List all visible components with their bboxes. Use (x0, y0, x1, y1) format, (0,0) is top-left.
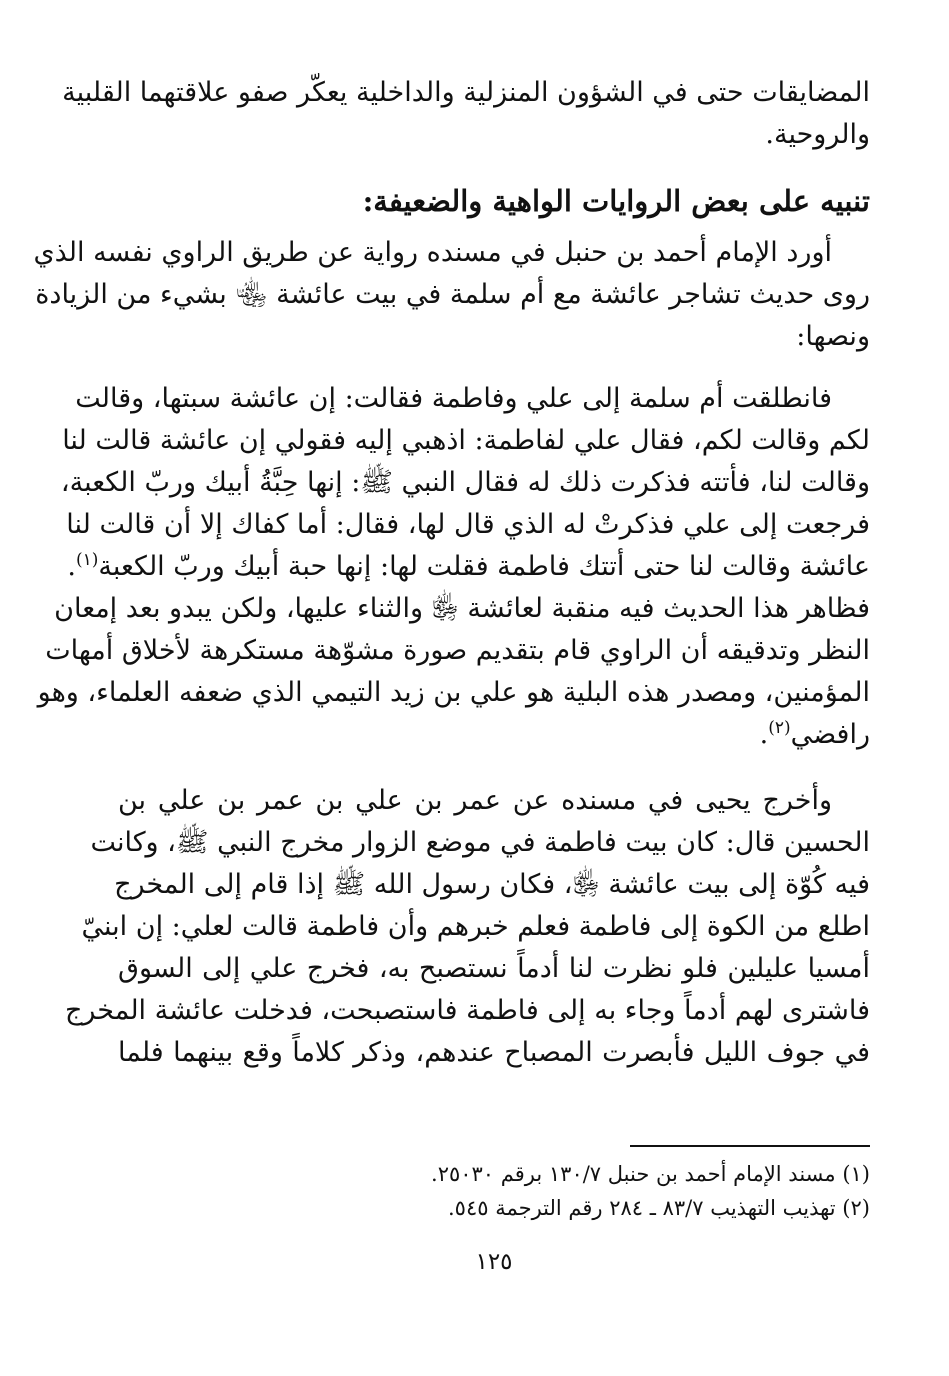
footnotes (118, 1157, 870, 1225)
text-fragment: عائشة وقالت لنا حتى أتتك فاطمة فقلت لها: إنها حبة أبيك وربّ الكعبة (98, 551, 870, 582)
text-line: أورد الإمام أحمد بن حنبل في مسنده رواية عن طريق الراوي نفسه الذي (33, 237, 832, 268)
footnote-1: (١) مسند الإمام أحمد بن حنبل ١٣٠/٧ برقم ٢٥٠٣٠. (431, 1162, 870, 1186)
book-page (33, 72, 870, 1362)
text-line: النظر وتدقيقه أن الراوي قام بتقديم صورة مشوّهة مستكرهة لأخلاق أمهات (45, 635, 870, 666)
paragraph-analysis (37, 588, 870, 756)
text-fragment: رافضي (790, 719, 870, 750)
text-line: اطلع من الكوة إلى فاطمة فعلم خبرهم وأن فاطمة قالت لعلي: إن ابنيّ (81, 911, 870, 942)
text-line: فظاهر هذا الحديث فيه منقبة لعائشة ﵂ والثناء عليها، ولكن يبدو بعد إمعان (54, 593, 870, 624)
text-line: فانطلقت أم سلمة إلى علي وفاطمة فقالت: إن عائشة سبتها، وقالت (75, 383, 832, 414)
footnote-marker-2: (٢) (768, 718, 791, 738)
text-line: وقالت لنا، فأتته فذكرت ذلك له فقال النبي ﷺ: إنها حِبَّةُ أبيك وربّ الكعبة، (60, 467, 870, 498)
page-number: ١٢٥ (475, 1249, 513, 1275)
text-line: أمسيا عليلين فلو نظرت لنا أدماً نستصبح به، فخرج علي إلى السوق (118, 953, 870, 984)
text-line: روى حديث تشاجر عائشة مع أم سلمة في بيت عائشة ﵄ بشيء من الزيادة (35, 279, 870, 310)
text-line: في جوف الليل فأبصرت المصباح عندهم، وذكر كلاماً وقع بينهما فلما (118, 1037, 870, 1068)
text-line: فاشترى لهم أدماً وجاء به إلى فاطمة فاستصبحت، فدخلت عائشة المخرج (64, 995, 870, 1026)
text-line: والروحية. (765, 119, 870, 150)
text-line: فيه كُوّة إلى بيت عائشة ﵂، فكان رسول الله ﷺ إذا قام إلى المخرج (114, 869, 870, 900)
punctuation: . (67, 551, 76, 582)
paragraph-quote (60, 378, 870, 588)
paragraph-narration (64, 780, 870, 1074)
text-line: فرجعت إلى علي فذكرتْ له الذي قال لها، فقال: أما كفاك إلا أن قالت لنا (66, 509, 870, 540)
punctuation: . (759, 719, 769, 750)
text-line (67, 546, 870, 588)
footnote-2: (٢) تهذيب التهذيب ٨٣/٧ ـ ٢٨٤ رقم الترجمة ٥٤٥. (447, 1196, 870, 1220)
text-line: المؤمنين، ومصدر هذه البلية هو علي بن زيد التيمي الذي ضعفه العلماء، وهو (37, 677, 870, 708)
text-line: وأخرج يحيى في مسنده عن عمر بن علي بن عمر بن علي بن (118, 785, 832, 816)
footnote-marker-1: (١) (75, 550, 99, 570)
text-line: المضايقات حتى في الشؤون المنزلية والداخلية يعكّر صفو علاقتهما القلبية (62, 77, 870, 108)
text-line: ونصها: (796, 321, 870, 352)
footnote-separator (630, 1145, 870, 1147)
text-line: لكم وقالت لكم، فقال علي لفاطمة: اذهبي إليه فقولي إن عائشة قالت لنا (62, 425, 870, 456)
section-heading: تنبيه على بعض الروايات الواهية والضعيفة: (362, 184, 870, 218)
text-line: الحسين قال: كان بيت فاطمة في موضع الزوار مخرج النبي ﷺ، وكانت (90, 827, 870, 858)
paragraph-continuation (62, 72, 870, 156)
paragraph-intro (33, 232, 870, 358)
text-line (118, 714, 870, 756)
